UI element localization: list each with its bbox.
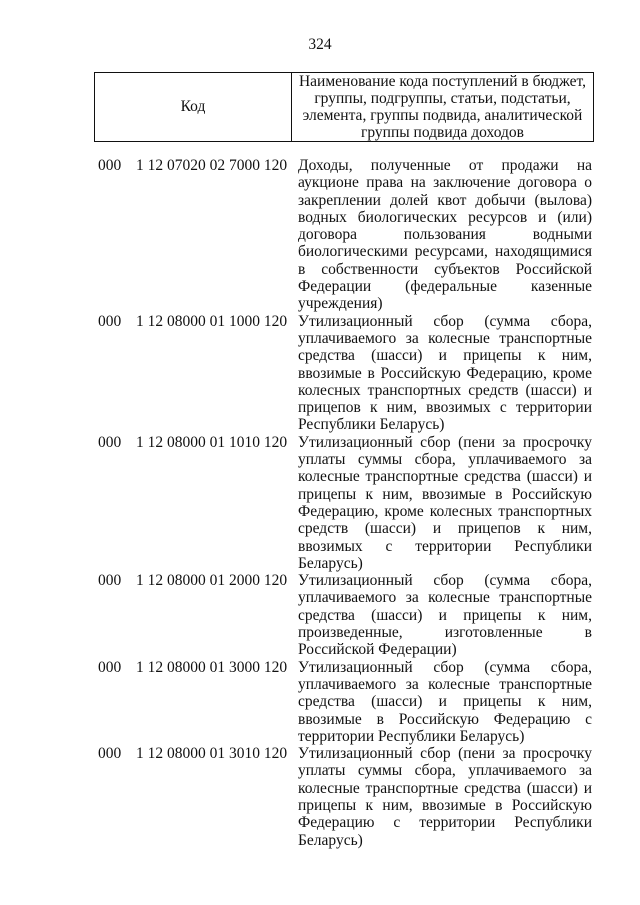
row-budget-code: 1 12 08000 01 2000 120: [136, 572, 288, 590]
row-description: Утилизационный сбор (сумма сбора, уплачиваемого за колесные транспортные средства (шасси) и прицепы к ним, ввозимые в Российскую Федерацию, кроме колесных транспортных средств (шасси) и прицепов к ним, ввозимых с территории Республики Беларусь): [298, 312, 592, 434]
table-row: [98, 157, 592, 313]
row-admin-code: 000: [98, 745, 122, 763]
row-budget-code: 1 12 08000 01 1010 120: [136, 433, 288, 451]
row-budget-code: 1 12 08000 01 1000 120: [136, 312, 288, 330]
row-admin-code: 000: [98, 658, 122, 676]
row-admin-code: 000: [98, 157, 122, 174]
table-row: [98, 434, 592, 572]
table-row: [98, 745, 592, 849]
row-description: Утилизационный сбор (сумма сбора, уплачиваемого за колесные транспортные средства (шасси) и прицепы к ним, ввозимые в Российскую Федерацию с территории Республики Беларусь): [298, 658, 592, 745]
table-row: [98, 313, 592, 434]
row-budget-code: 1 12 07020 02 7000 120: [136, 157, 288, 174]
row-description: Утилизационный сбор (сумма сбора, уплачиваемого за колесные транспортные средства (шасси) и прицепы к ним, произведенные, изготовленные в Российской Федерации): [298, 572, 592, 659]
row-description: Утилизационный сбор (пени за просрочку уплаты суммы сбора, уплачиваемого за колесные транспортные средства (шасси) и прицепы к ним, ввозимые в Российскую Федерацию с территории Республики Беларусь): [298, 745, 592, 849]
page-number: 324: [308, 36, 332, 53]
row-description: Утилизационный сбор (пени за просрочку уплаты суммы сбора, уплачиваемого за колесные транспортные средства (шасси) и прицепы к ним, ввозимые в Российскую Федерацию, кроме колесных транспортных средств (шасси) и прицепов к ним, ввозимых с территории Республики Беларусь): [298, 433, 592, 572]
code-list: [98, 157, 592, 849]
table-row: [98, 659, 592, 745]
header-name-label: Наименование кода поступлений в бюджет, группы, подгруппы, статьи, подстатьи, элемента, группы подвида, аналитической группы подвида доходов: [298, 73, 587, 141]
row-admin-code: 000: [98, 572, 122, 590]
row-budget-code: 1 12 08000 01 3010 120: [136, 745, 288, 763]
table-row: [98, 572, 592, 658]
row-budget-code: 1 12 08000 01 3000 120: [136, 658, 288, 676]
header-code-label: Код: [95, 73, 292, 141]
row-description: Доходы, полученные от продажи на аукционе права на заключение договора о закреплении долей квот добычи (вылова) водных биологических ресурсов и (или) договора пользования водными биологическими ресурсами, находящимися в собственности субъектов Российской Федерации (федеральные казенные учреждения): [298, 157, 592, 313]
table-header: [94, 72, 594, 142]
row-admin-code: 000: [98, 312, 122, 330]
row-admin-code: 000: [98, 433, 122, 451]
